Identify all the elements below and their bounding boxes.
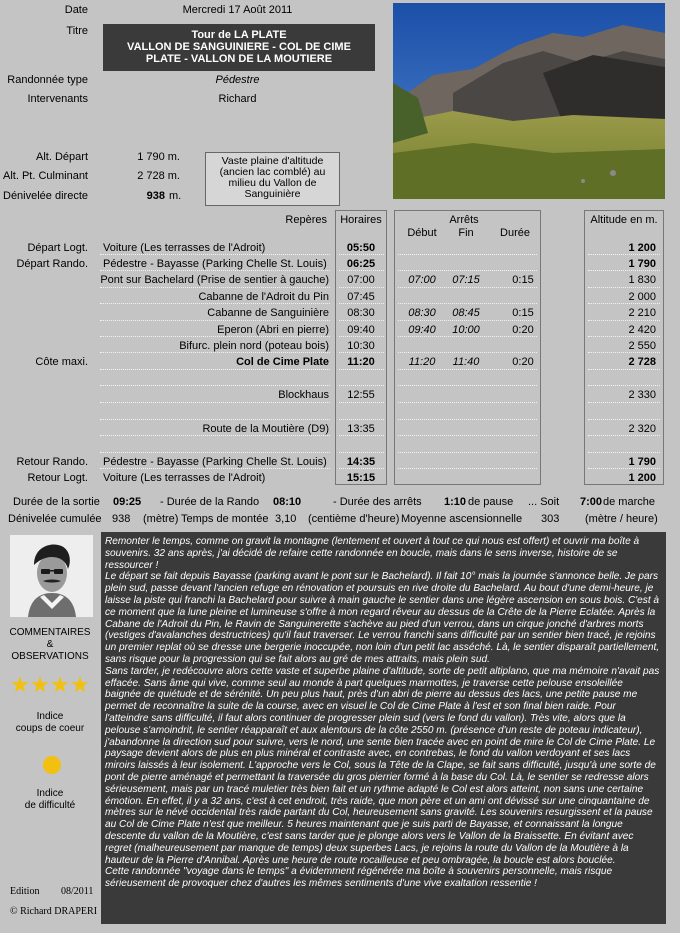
comment-paragraph: Sans tarder, je redécouvre alors cette vaste et superbe plaine d'altitude, sorte de petit altiplano, que ma mémoire n'avait pas effacée. Sans âme qui vive, comme seul au monde à part quelques marmottes, je traverse cette pelouse ensoleillée baignée de quiétude et de sérénité. Un peu plus haut, près d'un abri de pierre au dessus des lacs, une petite pause me permet de reconnaître la suite de la course, avec en visuel le Col de Cime Plate à l'est et son final bien raide. Pour l'atteindre sans difficulté, il faut alors continuer de progresser plein sud (vers le fond du vallon). Très vite, alors que la pelouse s'amoindrit, le sentier réapparaît et aux alentours de la côte 2550 m. (présence d'un reste de poteau indicateur), j'abandonne la direction sud pour suivre, vers le nord, une sente bien tracée avec en point de mire le Col de Cime Plate. Le paysage devient alors de plus en plus minéral et contraste avec, en contrebas, le fond du vallon verdoyant et ses lacs miroirs laissés à leur isolement. L'approche vers le Col, sous la Tête de la Clape, se fait sans difficulté, jusqu'à une sorte de pont de pierre aménagé et permettant la traversée du gros pierrier formé à la base du Col. Là, le sentier se redresse alors sérieusement, mais par un tracé muletier très bien fait et un rythme adapté le Col est alors atteint, non sans une certaine émotion. En effet, il y a 32 ans, c'est à cet endroit, très raide, que mon père et un ami ont dévissé sur une cinquantaine de mètres sur le névé occidental très raide partant du Col, heureusement sans gravité. Les souvenirs resurgissent et la pause au Col de Cime Plate n'est que meilleur. 5 heures maintenant que je suis parti de Bayasse, et connaissant la longue descente du vallon de la Moutière, c'est sans tarder que je plonge alors vers le Vallon de la Braissette. En évitant avec regret (malheureusement par manque de temps) deux superbes Lacs, je rejoins la route du Vallon de la Moutière à la hauteur de la Pierre d'Annibal. Après une heure de route rocailleuse et peu ombragée, la boucle est alors bouclée. (105, 665, 660, 866)
row-stop-duration: 0:15 (512, 307, 534, 319)
table-dotted-rule (339, 468, 384, 469)
stops-label: - Durée des arrêts (333, 496, 422, 508)
table-dotted-rule (398, 320, 537, 321)
col-horaires: Horaires (340, 214, 382, 226)
row-label: Départ Logt. (27, 242, 88, 254)
row-time: 12:55 (347, 389, 375, 401)
row-altitude: 1 830 (628, 274, 656, 286)
alt-peak-label: Alt. Pt. Culminant (3, 170, 88, 182)
table-dotted-rule (100, 336, 330, 337)
row-altitude: 1 790 (628, 258, 656, 270)
table-dotted-rule (339, 287, 384, 288)
edition-value: 08/2011 (61, 886, 94, 897)
rando-value: 08:10 (273, 496, 302, 508)
table-dotted-rule (339, 352, 384, 353)
cumul-unit: (mètre) (143, 513, 179, 525)
table-dotted-rule (588, 369, 660, 370)
table-dotted-rule (100, 352, 330, 353)
col-arrets: Arrêts (449, 214, 479, 226)
alt-peak-value: 2 728 m. (137, 170, 180, 182)
row-label: Départ Rando. (16, 258, 88, 270)
copyright: © Richard DRAPERI (10, 906, 98, 917)
table-dotted-rule (100, 402, 330, 403)
date-value: Mercredi 17 Août 2011 (182, 4, 293, 16)
table-dotted-rule (588, 402, 660, 403)
walk-value: 7:00 (580, 496, 603, 508)
date-label: Date (64, 4, 88, 16)
title-label: Titre (66, 25, 88, 37)
table-dotted-rule (100, 270, 330, 271)
table-dotted-rule (100, 254, 330, 255)
table-dotted-rule (588, 435, 660, 436)
duration-value: 09:25 (113, 496, 142, 508)
comment-paragraph: Remonter le temps, comme on gravit la montagne (lentement et ouvert à tout ce qui nous est offert) et ouvrir ma boîte à souvenirs. 32 ans après, j'ai décidé de refaire cette randonnée en boucle, mais dans le sens inverse, histoire de se ressourcer ! (105, 536, 640, 571)
table-dotted-rule (100, 419, 330, 420)
comments-heading-line-2: & (46, 639, 54, 650)
difficulty-index-label (0, 788, 100, 812)
row-stop-start: 11:20 (408, 356, 436, 368)
table-dotted-rule (398, 270, 537, 271)
table-dotted-rule (588, 320, 660, 321)
table-dotted-rule (100, 435, 330, 436)
table-dotted-rule (398, 336, 537, 337)
route-title-line-1: Tour de LA PLATE (191, 29, 287, 41)
table-dotted-rule (398, 369, 537, 370)
table-dotted-rule (398, 435, 537, 436)
heart-index-label-line-2: coups de coeur (15, 723, 85, 734)
row-place: Cabanne de l'Adroit du Pin (198, 291, 329, 303)
row-altitude: 2 000 (628, 291, 656, 303)
row-place: Col de Cime Plate (236, 356, 329, 368)
cumul-value: 938 (112, 513, 131, 525)
comments-text-panel (101, 532, 666, 924)
row-stop-end: 10:00 (452, 324, 480, 336)
table-dotted-rule (100, 385, 330, 386)
table-dotted-rule (398, 402, 537, 403)
author-portrait (10, 535, 93, 617)
table-dotted-rule (339, 270, 384, 271)
table-dotted-rule (398, 287, 537, 288)
table-dotted-rule (100, 468, 330, 469)
comments-heading (0, 627, 100, 663)
stops-column-frame (394, 210, 541, 485)
hike-type-label: Randonnée type (7, 74, 88, 86)
table-dotted-rule (588, 419, 660, 420)
row-label: Côte maxi. (35, 356, 88, 368)
hike-type-value: Pédestre (215, 74, 260, 86)
table-dotted-rule (339, 402, 384, 403)
difficulty-index-label-line-2: de difficulté (24, 800, 76, 811)
table-dotted-rule (100, 287, 330, 288)
difficulty-dot-icon (43, 756, 61, 774)
row-altitude: 2 550 (628, 340, 656, 352)
row-altitude: 2 728 (628, 356, 656, 368)
heart-index-label-line-1: Indice (36, 711, 64, 722)
row-place: Pédestre - Bayasse (Parking Chelle St. Louis) (103, 456, 327, 468)
comments-heading-line-3: OBSERVATIONS (11, 651, 89, 662)
table-dotted-rule (339, 254, 384, 255)
row-altitude: 1 200 (628, 242, 656, 254)
table-dotted-rule (398, 419, 537, 420)
row-altitude: 2 320 (628, 423, 656, 435)
table-dotted-rule (398, 254, 537, 255)
table-dotted-rule (100, 452, 330, 453)
route-title-line-3: PLATE - VALLON DE LA MOUTIERE (145, 53, 333, 65)
table-dotted-rule (398, 468, 537, 469)
row-stop-end: 07:15 (452, 274, 480, 286)
row-place: Eperon (Abri en pierre) (217, 324, 329, 336)
alt-start-label: Alt. Départ (36, 151, 88, 163)
participants-value: Richard (218, 93, 257, 105)
table-dotted-rule (588, 352, 660, 353)
duration-label: Durée de la sortie (13, 496, 100, 508)
row-time: 13:35 (347, 423, 375, 435)
table-dotted-rule (100, 303, 330, 304)
table-dotted-rule (588, 452, 660, 453)
row-stop-end: 08:45 (452, 307, 480, 319)
row-stop-start: 09:40 (408, 324, 436, 336)
table-dotted-rule (588, 287, 660, 288)
table-dotted-rule (398, 352, 537, 353)
avatar (10, 535, 93, 617)
table-dotted-rule (588, 270, 660, 271)
row-place: Voiture (Les terrasses de l'Adroit) (103, 472, 266, 484)
table-dotted-rule (339, 336, 384, 337)
row-time: 09:40 (347, 324, 375, 336)
row-place: Voiture (Les terrasses de l'Adroit) (103, 242, 266, 254)
row-time: 14:35 (346, 456, 376, 468)
table-dotted-rule (398, 303, 537, 304)
table-dotted-rule (339, 320, 384, 321)
col-fin: Fin (458, 227, 474, 239)
row-stop-duration: 0:20 (512, 356, 534, 368)
walk-label: ... Soit (528, 496, 560, 508)
col-altitude: Altitude en m. (590, 214, 658, 226)
col-duree: Durée (500, 227, 530, 239)
rate-value: 303 (541, 513, 560, 525)
comments-heading-line-1: COMMENTAIRES (9, 627, 91, 638)
row-time: 08:30 (347, 307, 375, 319)
row-time: 07:45 (347, 291, 375, 303)
row-time: 11:20 (347, 356, 375, 368)
table-dotted-rule (339, 303, 384, 304)
row-place: Bifurc. plein nord (poteau bois) (179, 340, 329, 352)
table-dotted-rule (339, 452, 384, 453)
edition-label: Edition (10, 886, 40, 897)
cumul-label: Dénivelée cumulée (8, 513, 102, 525)
col-reperes: Repères (285, 214, 327, 226)
table-dotted-rule (339, 419, 384, 420)
star-icon (11, 676, 29, 694)
row-altitude: 2 210 (628, 307, 656, 319)
row-time: 10:30 (347, 340, 375, 352)
walk-unit: de marche (603, 496, 655, 508)
row-time: 07:00 (347, 274, 375, 286)
alt-diff-unit: m. (169, 190, 182, 202)
row-altitude: 1 790 (628, 456, 656, 468)
row-stop-duration: 0:15 (512, 274, 534, 286)
row-altitude: 2 330 (628, 389, 656, 401)
table-dotted-rule (588, 336, 660, 337)
row-place: Blockhaus (278, 389, 329, 401)
alt-diff-label: Dénivelée directe (3, 190, 88, 202)
note-box: Vaste plaine d'altitude (ancien lac comblé) au milieu du Vallon de Sanguinière (205, 152, 340, 206)
rando-label: - Durée de la Rando (160, 496, 260, 508)
row-place: Route de la Moutière (D9) (202, 423, 329, 435)
rate-unit: (mètre / heure) (585, 513, 658, 525)
comment-paragraph: Cette randonnée "voyage dans le temps" a évidemment régénérée ma boîte à souvenirs personnelle, mais risque sérieusement de provoquer chez d'autres les mêmes sentiments d'une vive exaltation ressentie ! (105, 866, 613, 890)
table-dotted-rule (588, 303, 660, 304)
mountain-valley-image (393, 3, 665, 199)
row-stop-end: 11:40 (452, 356, 480, 368)
row-place: Pédestre - Bayasse (Parking Chelle St. Louis) (103, 258, 327, 270)
row-place: Pont sur Bachelard (Prise de sentier à gauche) (100, 274, 329, 286)
climb-label: Temps de montée (181, 513, 269, 525)
rate-label: Moyenne ascensionnelle (401, 513, 523, 525)
route-title-line-2: VALLON DE SANGUINIERE - COL DE CIME (127, 41, 351, 53)
alt-diff-value: 938 (146, 190, 165, 202)
star-icon (31, 676, 49, 694)
row-label: Retour Logt. (27, 472, 88, 484)
row-place: Cabanne de Sanguinière (207, 307, 329, 319)
row-time: 06:25 (346, 258, 376, 270)
row-altitude: 1 200 (628, 472, 656, 484)
climb-unit: (centième d'heure) (308, 513, 400, 525)
col-debut: Début (407, 227, 437, 239)
alt-diff-value-wrap (110, 190, 165, 202)
table-dotted-rule (339, 435, 384, 436)
row-label: Retour Rando. (16, 456, 88, 468)
row-time: 05:50 (346, 242, 376, 254)
climb-value: 3,10 (275, 513, 297, 525)
participants-label: Intervenants (27, 93, 88, 105)
table-dotted-rule (339, 385, 384, 386)
table-dotted-rule (588, 468, 660, 469)
stops-value: 1:10 (444, 496, 467, 508)
table-dotted-rule (588, 385, 660, 386)
row-time: 15:15 (346, 472, 376, 484)
table-dotted-rule (398, 452, 537, 453)
table-dotted-rule (588, 254, 660, 255)
star-icon (51, 676, 69, 694)
table-dotted-rule (100, 320, 330, 321)
table-dotted-rule (100, 369, 330, 370)
table-dotted-rule (398, 385, 537, 386)
landscape-photo (393, 3, 665, 199)
stops-unit: de pause (468, 496, 514, 508)
alt-start-value: 1 790 m. (137, 151, 180, 163)
row-stop-duration: 0:20 (512, 324, 534, 336)
heart-index-label (0, 711, 100, 735)
difficulty-index-label-line-1: Indice (36, 788, 64, 799)
row-stop-start: 08:30 (408, 307, 436, 319)
table-dotted-rule (339, 369, 384, 370)
row-stop-start: 07:00 (408, 274, 436, 286)
star-icon (71, 676, 89, 694)
route-title-box (103, 24, 375, 71)
comment-paragraph: Le départ se fait depuis Bayasse (parking avant le pont sur le Bachelard). Il fait 10° mais la journée s'annonce belle. Je pars plein sud, passe devant l'ancien refuge en rénovation et poursuis en rive droite du Bachelard. Au bout d'une demi-heure, je laisse la piste qui franchi la Bachelard pour suivre à main gauche le sentier dans une légère ascension en sous bois. C'est à ce moment que la lune pleine et lumineuse s'offre à mon regard rêveur au dessus de la Crête de la Pierre Eclatée. Après la Cabane de l'Adroit du Pin, le Ravin de Sanguinerette s'achève au pied d'un verrou, dans un cirque jonché d'arbres morts (vestiges d'avalanches destructrices) qu'il faut traverser. Le verrou franchi sans difficulté par un sentier bien tracé, je rejoins un premier replat où se dresse une bergerie inoccupée, non loin d'un petit lac asséché. Là, le sentier disparaît partiellement, sans risque pour la progression qui se fait alors au gré de mes attraits, mais plein sud. (105, 571, 660, 665)
heart-rating-stars (0, 676, 100, 697)
row-altitude: 2 420 (628, 324, 656, 336)
